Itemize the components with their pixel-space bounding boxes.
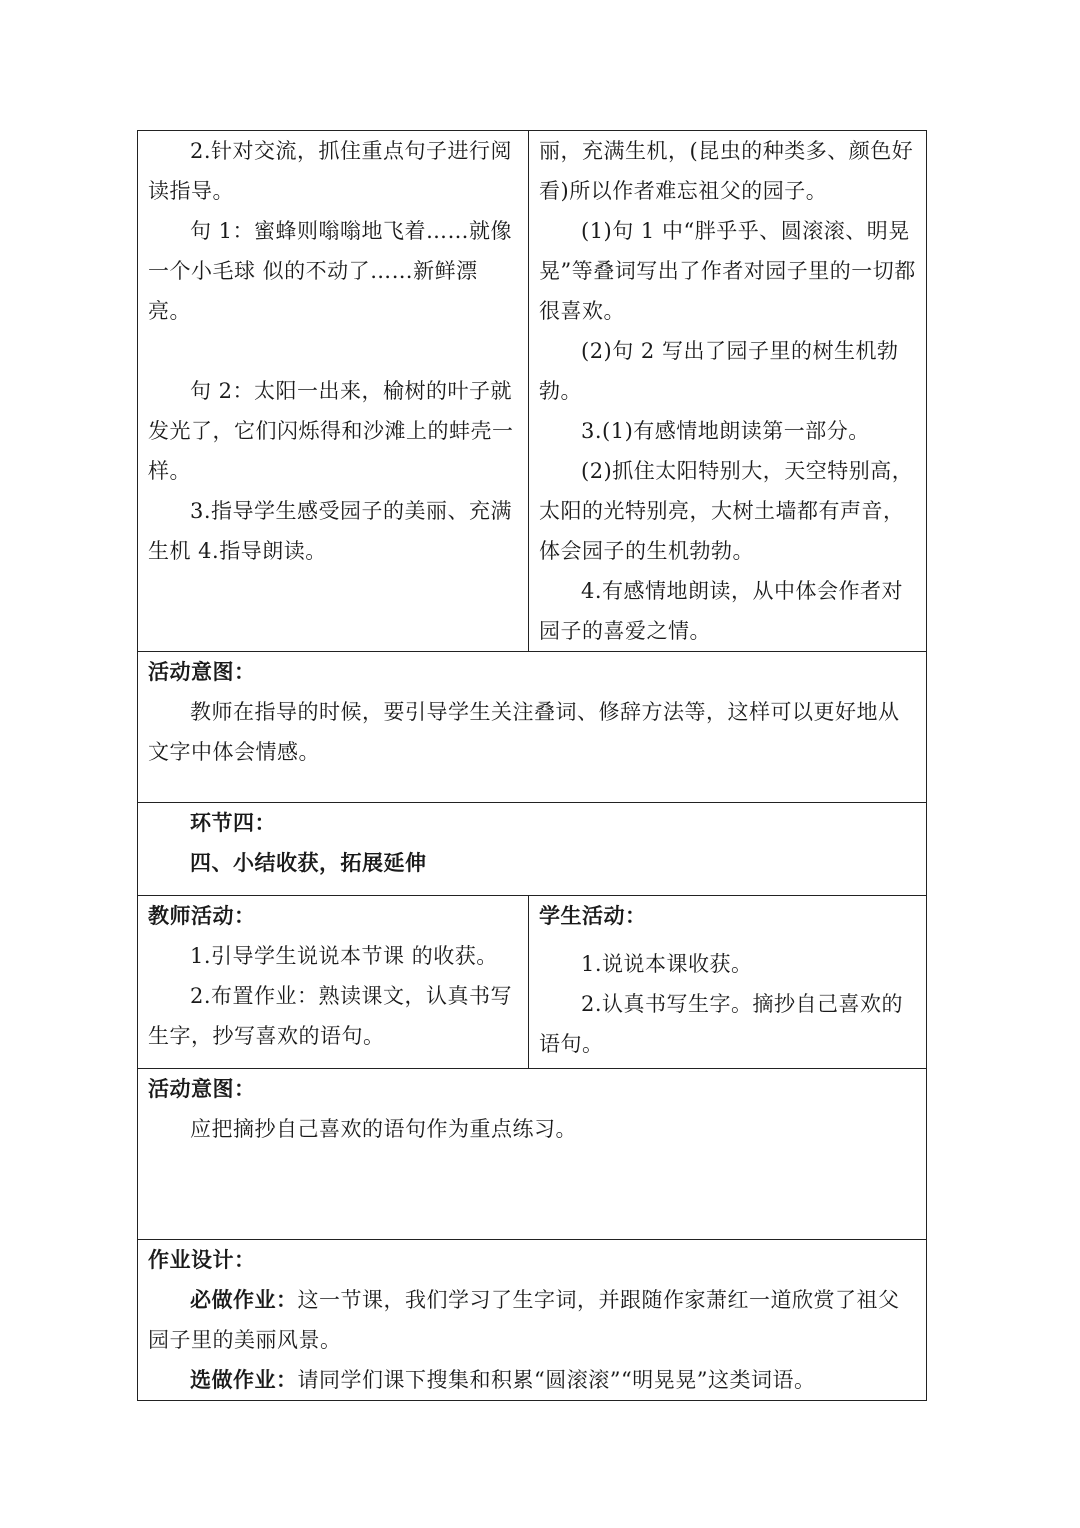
response-continued: 丽，充满生机，(昆虫的种类多、颜色好看)所以作者难忘祖父的园子。 [539,139,914,203]
teacher-activity-item-1: 1.引导学生说说本节课 的收获。 [190,944,498,968]
student-activity-item-2: 2.认真书写生字。摘抄自己喜欢的语句。 [539,992,904,1056]
spacer [148,331,518,371]
sentence-1: 句 1：蜜蜂则嗡嗡地飞着……就像一个小毛球 似的不动了……新鲜漂亮。 [148,219,513,323]
student-activity-cell [529,896,927,1069]
activity-intent-label: 活动意图： [148,659,256,684]
activity-intent-cell-1 [138,652,927,803]
activity-intent-label-2: 活动意图： [148,1076,256,1101]
teacher-guidance-cell [138,131,529,652]
response-item-3-1: 3.(1)有感情地朗读第一部分。 [581,419,870,443]
homework-required-label: 必做作业： [190,1287,298,1312]
student-activity-label: 学生活动： [539,903,647,928]
sentence-2: 句 2：太阳一出来，榆树的叶子就发光了，它们闪烁得和沙滩上的蚌壳一样。 [148,379,514,483]
homework-optional [148,1360,916,1400]
step-four-cell [138,803,927,896]
step-four-label: 环节四： [190,810,276,835]
activity-intent-row-2 [138,1069,927,1240]
homework-label: 作业设计： [148,1247,256,1272]
activity-intent-row-1 [138,652,927,803]
response-sentence-2: (2)句 2 写出了园子里的树生机勃勃。 [539,339,899,403]
response-sentence-1: (1)句 1 中“胖乎乎、圆滚滚、明晃晃”等叠词写出了作者对园子里的一切都很喜欢。 [539,219,916,323]
step-four-title: 四、小结收获，拓展延伸 [190,850,427,875]
reading-guidance-row [138,131,927,652]
student-activity-item-1: 1.说说本课收获。 [581,952,753,976]
homework-cell [138,1240,927,1401]
guidance-item-2: 2.针对交流，抓住重点句子进行阅读指导。 [148,139,513,203]
homework-optional-label: 选做作业： [190,1367,298,1392]
homework-row [138,1240,927,1401]
teacher-activity-label: 教师活动： [148,903,256,928]
activity-intent-text: 教师在指导的时候，要引导学生关注叠词、修辞方法等，这样可以更好地从文字中体会情感。 [148,700,900,764]
student-response-cell [529,131,927,652]
response-item-4: 4.有感情地朗读，从中体会作者对园子的喜爱之情。 [539,579,904,643]
response-item-3-2: (2)抓住太阳特别大，天空特别高，太阳的光特别亮，大树土墙都有声音，体会园子的生机勃勃。 [539,459,914,563]
teacher-activity-cell [138,896,529,1069]
guidance-item-3: 3.指导学生感受园子的美丽、充满生机 4.指导朗读。 [148,499,513,563]
step-four-row [138,803,927,896]
activity-intent-text-2: 应把摘抄自己喜欢的语句作为重点练习。 [190,1117,577,1141]
homework-required [148,1280,916,1360]
teacher-activity-item-2: 2.布置作业：熟读课文，认真书写生字，抄写喜欢的语句。 [148,984,513,1048]
activities-row [138,896,927,1069]
homework-optional-text: 请同学们课下搜集和积累“圆滚滚”“明晃晃”这类词语。 [297,1368,816,1392]
lesson-plan-table [137,130,927,1401]
activity-intent-cell-2 [138,1069,927,1240]
homework-required-text: 这一节课，我们学习了生字词，并跟随作家萧红一道欣赏了祖父园子里的美丽风景。 [148,1288,900,1352]
lesson-plan-page [137,130,926,1401]
